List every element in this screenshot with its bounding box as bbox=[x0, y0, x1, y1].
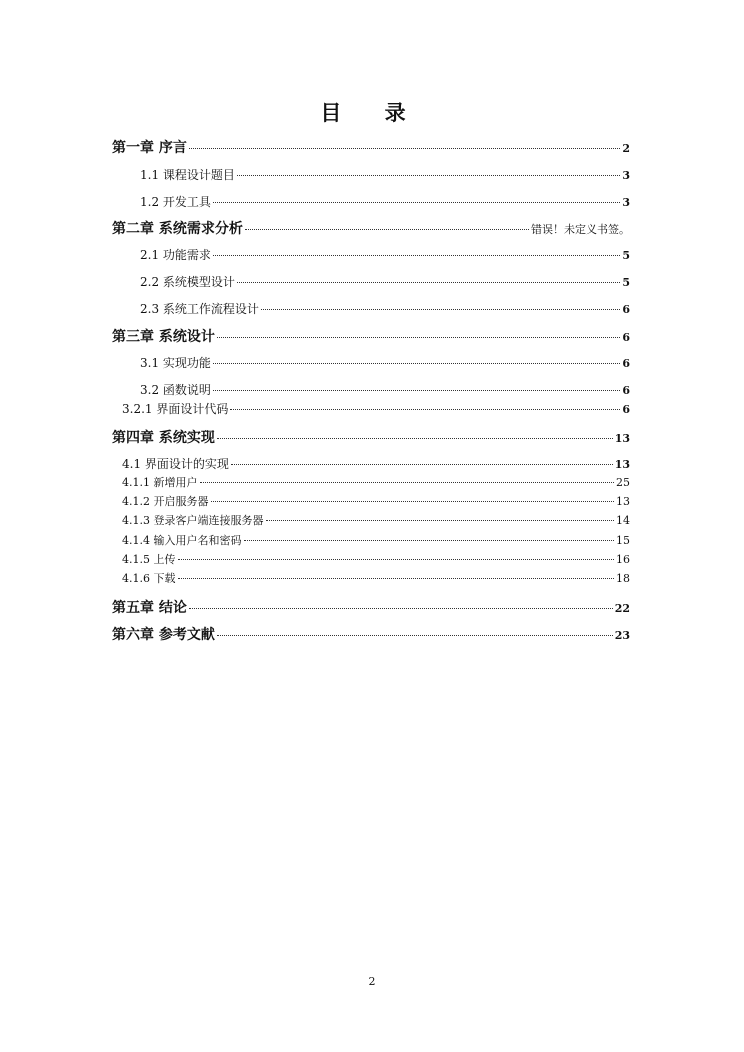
toc-entry-label: 第六章 参考文献 bbox=[112, 627, 215, 643]
toc-entry-label: 4.1.1 新增用户 bbox=[122, 476, 198, 489]
toc-entry-page: 2 bbox=[622, 142, 630, 155]
toc-entry-4-1-2[interactable] bbox=[122, 493, 630, 509]
toc-entry-label: 4.1.5 上传 bbox=[122, 553, 176, 566]
toc-entry-label: 2.2 系统模型设计 bbox=[140, 275, 235, 289]
dot-leader bbox=[217, 635, 613, 636]
toc-entry-page: 13 bbox=[614, 458, 630, 471]
toc-entry-label: 2.1 功能需求 bbox=[140, 248, 211, 262]
toc-entry-page: 25 bbox=[616, 476, 630, 489]
toc-entry-4-1-6[interactable] bbox=[122, 570, 630, 586]
dot-leader bbox=[261, 309, 620, 310]
toc-entry-chapter-3[interactable] bbox=[112, 326, 630, 346]
toc-entry-page: 22 bbox=[614, 602, 630, 615]
dot-leader bbox=[217, 337, 620, 338]
toc-entry-page: 23 bbox=[614, 629, 630, 642]
toc-entry-3-2[interactable] bbox=[140, 381, 630, 398]
toc-entry-page: 15 bbox=[616, 534, 630, 547]
toc-entry-2-1[interactable] bbox=[140, 246, 630, 263]
toc-entry-label: 4.1.4 输入用户名和密码 bbox=[122, 534, 242, 547]
toc-entry-label: 第五章 结论 bbox=[112, 600, 187, 616]
toc-entry-label: 4.1 界面设计的实现 bbox=[122, 457, 229, 471]
toc-entry-label: 第三章 系统设计 bbox=[112, 329, 215, 345]
toc-entry-label: 4.1.2 开启服务器 bbox=[122, 495, 209, 508]
dot-leader bbox=[189, 608, 613, 609]
toc-title: 目 录 bbox=[320, 100, 424, 125]
toc-entry-4-1[interactable] bbox=[122, 455, 630, 472]
toc-entry-page: 6 bbox=[622, 403, 630, 416]
toc-entry-page: 6 bbox=[622, 384, 630, 397]
toc-entry-chapter-6[interactable] bbox=[112, 624, 630, 644]
toc-entry-1-1[interactable] bbox=[140, 166, 630, 183]
dot-leader bbox=[200, 482, 615, 483]
toc-entry-chapter-2[interactable] bbox=[112, 218, 630, 238]
toc-entry-label: 第四章 系统实现 bbox=[112, 430, 215, 446]
toc-entry-page: 5 bbox=[622, 249, 630, 262]
toc-entry-label: 2.3 系统工作流程设计 bbox=[140, 302, 259, 316]
toc-entry-label: 3.2.1 界面设计代码 bbox=[122, 402, 229, 416]
dot-leader bbox=[189, 148, 620, 149]
toc-entry-label: 3.2 函数说明 bbox=[140, 383, 211, 397]
toc-entry-2-3[interactable] bbox=[140, 300, 630, 317]
dot-leader bbox=[266, 520, 615, 521]
toc-entry-page: 3 bbox=[622, 196, 630, 209]
dot-leader bbox=[213, 255, 620, 256]
dot-leader bbox=[244, 540, 615, 541]
toc-entry-page: 错误！未定义书签。 bbox=[531, 223, 630, 236]
toc-entry-1-2[interactable] bbox=[140, 193, 630, 210]
toc-entry-4-1-5[interactable] bbox=[122, 551, 630, 567]
toc-entry-label: 第二章 系统需求分析 bbox=[112, 221, 243, 237]
toc-entry-label: 1.2 开发工具 bbox=[140, 195, 211, 209]
dot-leader bbox=[245, 229, 529, 230]
toc-entry-chapter-1[interactable] bbox=[112, 137, 630, 157]
dot-leader bbox=[217, 438, 613, 439]
dot-leader bbox=[211, 501, 615, 502]
dot-leader bbox=[237, 175, 620, 176]
toc-entry-4-1-3[interactable] bbox=[122, 512, 630, 528]
dot-leader bbox=[178, 578, 615, 579]
toc-entry-label: 4.1.6 下载 bbox=[122, 572, 176, 585]
dot-leader bbox=[213, 363, 620, 364]
toc-entry-page: 16 bbox=[616, 553, 630, 566]
toc-entry-chapter-4[interactable] bbox=[112, 427, 630, 447]
toc-entry-page: 6 bbox=[622, 331, 630, 344]
toc-entry-page: 13 bbox=[616, 495, 630, 508]
toc-entry-page: 18 bbox=[616, 572, 630, 585]
toc-entry-chapter-5[interactable] bbox=[112, 597, 630, 617]
toc-entry-2-2[interactable] bbox=[140, 273, 630, 290]
dot-leader bbox=[213, 202, 620, 203]
dot-leader bbox=[178, 559, 615, 560]
toc-entry-4-1-4[interactable] bbox=[122, 532, 630, 548]
dot-leader bbox=[213, 390, 620, 391]
toc-entry-page: 14 bbox=[616, 514, 630, 527]
toc-entry-page: 6 bbox=[622, 357, 630, 370]
page-number: 2 bbox=[368, 975, 376, 988]
toc-entry-3-1[interactable] bbox=[140, 354, 630, 371]
toc-entry-4-1-1[interactable] bbox=[122, 474, 630, 490]
toc-entry-label: 3.1 实现功能 bbox=[140, 356, 211, 370]
dot-leader bbox=[230, 409, 620, 410]
toc-entry-label: 4.1.3 登录客户端连接服务器 bbox=[122, 514, 264, 527]
toc-entry-page: 3 bbox=[622, 169, 630, 182]
toc-entry-page: 13 bbox=[614, 432, 630, 445]
dot-leader bbox=[237, 282, 620, 283]
dot-leader bbox=[231, 464, 613, 465]
toc-entry-label: 第一章 序言 bbox=[112, 140, 187, 156]
toc-entry-page: 5 bbox=[622, 276, 630, 289]
toc-entry-page: 6 bbox=[622, 303, 630, 316]
toc-entry-label: 1.1 课程设计题目 bbox=[140, 168, 235, 182]
toc-entry-3-2-1[interactable] bbox=[122, 400, 630, 417]
